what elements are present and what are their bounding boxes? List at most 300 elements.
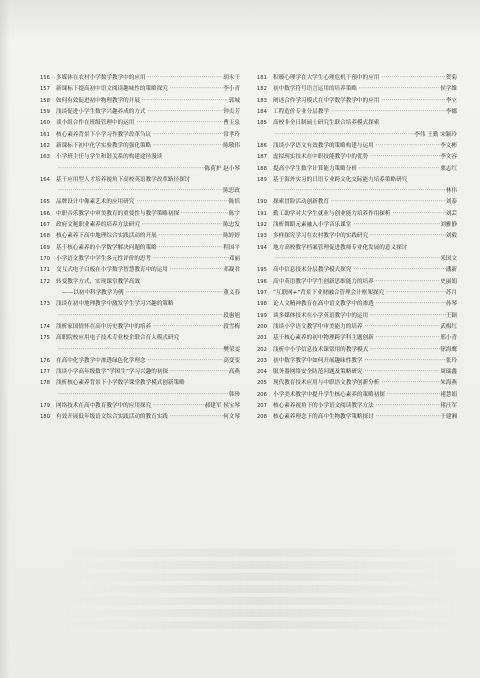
entry-author: 侯学維 [440, 86, 457, 93]
entry-number: 206 [257, 391, 267, 398]
toc-entry [257, 356, 457, 367]
entry-number: 166 [40, 210, 50, 217]
toc-entry [257, 118, 457, 129]
entry-number: 182 [257, 86, 267, 93]
entry-number: 205 [257, 380, 267, 387]
entry-title: 浅析舞蹈元素融入小学音乐课堂 [273, 222, 352, 229]
entry-title: 网络技术在高中教育教学中的应用探究 [56, 403, 152, 410]
entry-title-row [56, 265, 240, 276]
entry-title-row [273, 107, 457, 118]
toc-entry [257, 186, 457, 197]
page-fold-shadow [0, 0, 10, 678]
toc-entry [40, 141, 240, 152]
entry-title: 初中数学符号语言运用的培养策略 [273, 86, 357, 93]
entry-author: 苏月 [445, 289, 457, 296]
toc-entry [40, 367, 240, 378]
leader-dots [273, 130, 414, 141]
entry-author: 高燕 [228, 369, 240, 376]
entry-number: 194 [257, 244, 267, 251]
top-shadow [0, 0, 480, 40]
toc-entry [40, 277, 240, 288]
entry-number: 168 [40, 233, 50, 240]
leader-dots [368, 345, 440, 356]
leader-dots [151, 141, 223, 152]
leader-dots [357, 164, 440, 175]
entry-title: 基于应用型人才培养视角下高校英语教学改革路径探讨 [56, 176, 191, 183]
entry-title-row [56, 209, 240, 220]
leader-dots [151, 322, 223, 333]
entry-number: 156 [40, 75, 50, 81]
entry-author: 邓丽 [228, 256, 240, 262]
entry-title: 高校非全日制硕士研究生联合培养模式探索 [273, 120, 380, 127]
toc-entry [40, 209, 240, 220]
entry-title: 核心素养视角下的小学语文阅读教学方法 [273, 403, 374, 410]
entry-number: 177 [40, 369, 50, 376]
entry-title: 核心素养背景下小学习作教学改革刍议 [56, 131, 152, 138]
entry-title-row [273, 243, 457, 254]
entry-number: 169 [40, 244, 50, 251]
entry-title-row [273, 164, 457, 175]
entry-author: 孙琴 [445, 301, 457, 308]
toc-entry [257, 96, 457, 107]
leader-dots [390, 209, 445, 220]
entry-title-row [56, 311, 240, 322]
entry-title: 多媒体在农村小学数学教学中的应用 [56, 75, 146, 81]
entry-title-row [56, 333, 240, 344]
toc-entry [40, 186, 240, 197]
entry-title: “互联网+”背景下业财融合管理会计框架探究 [273, 289, 385, 296]
toc-entry [40, 401, 240, 412]
entry-title-row [273, 277, 457, 288]
entry-title: 浅析中小学信息技术课常用的教学模式 [273, 346, 369, 353]
entry-number: 198 [257, 301, 267, 308]
entry-number: 178 [40, 380, 50, 387]
entry-title: 积极心理学在大学生心理危机干预中的应用 [273, 75, 380, 81]
entry-number: 190 [257, 199, 267, 206]
entry-title: 政府文秘职业素养的培养方法研究 [56, 222, 140, 229]
entry-author: 刘毅 [445, 233, 457, 240]
toc-entry [257, 243, 457, 254]
entry-title-row [273, 412, 457, 423]
toc-entry [40, 243, 240, 254]
leader-dots [329, 197, 446, 208]
leader-dots [179, 209, 229, 220]
leader-dots [56, 186, 223, 197]
toc-entry [40, 152, 240, 163]
leader-dots [374, 412, 441, 423]
entry-number: 165 [40, 199, 50, 206]
entry-title: 服务器网络安全防范问题及策略研究 [273, 369, 363, 376]
leader-dots [379, 96, 446, 107]
entry-author: 王颖 [445, 312, 457, 319]
entry-number: 183 [257, 97, 267, 104]
entry-author: 米国文 [440, 256, 457, 262]
entry-title-row [56, 130, 240, 141]
leader-dots [124, 288, 224, 299]
entry-author: 常孝玲 [223, 131, 240, 138]
entry-number: 173 [40, 301, 50, 308]
entry-author: 陈婷婷 [223, 233, 240, 240]
entry-title-row [56, 288, 240, 299]
entry-number: 196 [257, 278, 267, 285]
leader-dots [374, 333, 441, 344]
entry-author: 李文彬 [440, 142, 457, 149]
entry-title-row [273, 299, 457, 310]
toc-entry [257, 254, 457, 265]
entry-number: 199 [257, 312, 267, 319]
toc-entry [40, 164, 240, 175]
toc-entry [257, 220, 457, 231]
entry-author: 郭城 [228, 97, 240, 104]
toc-entry [40, 231, 240, 242]
entry-title: 新课标下提高初中语文阅读趣味性的策略探究 [56, 86, 168, 93]
entry-title: 核心素养理念下的高中生物教学策略探讨 [273, 414, 374, 421]
entry-title: 新课标下初中化学实验教学的强化策略 [56, 142, 152, 149]
entry-title-row [273, 333, 457, 344]
entry-title-row [56, 84, 240, 95]
leader-dots [368, 231, 446, 242]
entry-author: 樊荣雯 [223, 346, 240, 353]
entry-title: 有效开展低年级语文综合实践活动的教育实践 [56, 414, 168, 421]
entry-author: 张玲 [445, 357, 457, 364]
toc-entry [40, 197, 240, 208]
entry-title-row [273, 231, 457, 242]
entry-author: 刘雅静 [440, 222, 457, 229]
leader-dots [146, 73, 224, 84]
entry-title-row [273, 96, 457, 107]
leader-dots [368, 152, 440, 163]
leader-dots [168, 84, 223, 95]
entry-number: 180 [40, 414, 50, 421]
entry-author: 林伟 [445, 188, 457, 195]
entry-number: 204 [257, 369, 267, 376]
toc-right-column [257, 73, 457, 424]
leader-dots [363, 356, 446, 367]
entry-number: 193 [257, 233, 267, 240]
entry-number: 187 [257, 154, 267, 161]
entry-number: 179 [40, 403, 50, 410]
toc-entry [40, 130, 240, 141]
entry-title: 浅析家国情怀在高中历史教学中的培养 [56, 323, 152, 330]
toc-entry [257, 130, 457, 141]
entry-number: 175 [40, 335, 50, 342]
leader-dots [363, 322, 441, 333]
entry-title: 浅析核心素养背景下小学数学课堂教学模式创新策略 [56, 380, 185, 387]
entry-title-row [56, 96, 240, 107]
entry-title: 提高小学生数学计算能力策略分析 [273, 165, 357, 172]
entry-author: 韩珍 [228, 391, 240, 398]
entry-title: 谈多媒体技术在小学英语教学中的运用 [273, 312, 369, 319]
entry-title-row [56, 164, 240, 175]
toc-entry [40, 390, 240, 401]
leader-dots [384, 288, 446, 299]
entry-number: 176 [40, 357, 50, 364]
entry-title: 浅谈小学高年级数学“学困生”学习兴趣的初探 [56, 369, 169, 376]
leader-dots [273, 254, 440, 265]
leader-dots [368, 311, 446, 322]
entry-number: 202 [257, 346, 267, 353]
entry-title-row [273, 141, 457, 152]
entry-author: 程国平 [223, 244, 240, 251]
leader-dots [134, 118, 223, 129]
leader-dots [157, 231, 224, 242]
entry-author: 刘泰 [445, 199, 457, 206]
entry-title-row [273, 356, 457, 367]
entry-title: 交互式电子白板在小学数学智慧教育中的运用 [56, 267, 168, 274]
entry-author: 陈思政 [223, 188, 240, 195]
entry-title-row [273, 73, 457, 84]
toc-entry [40, 265, 240, 276]
entry-title-row [56, 390, 240, 401]
entry-number: 174 [40, 323, 50, 330]
entry-title-row [273, 197, 457, 208]
entry-title-row [273, 254, 457, 265]
leader-dots [374, 299, 446, 310]
entry-author: 段惠旭 [223, 312, 240, 319]
entry-number: 167 [40, 222, 50, 229]
leader-dots [168, 367, 229, 378]
leader-dots [379, 73, 446, 84]
toc-entry [40, 107, 240, 118]
toc-entry [257, 84, 457, 95]
leader-dots [157, 243, 224, 254]
entry-author: 董义春 [223, 289, 240, 296]
entry-author: 李伟 王勤 宋颖玲 [414, 131, 457, 138]
leader-dots [374, 141, 441, 152]
entry-author: 邓凝君 [223, 267, 240, 274]
entry-title-row [56, 220, 240, 231]
entry-number: 201 [257, 335, 267, 342]
entry-number: 189 [257, 176, 267, 183]
entry-title: 核心素养下高中地理综合实践活动的开展 [56, 233, 157, 240]
entry-title-row [56, 175, 240, 186]
toc-entry [40, 175, 240, 186]
leader-dots [363, 367, 441, 378]
entry-author: 李娜 [445, 108, 457, 115]
toc-entry [257, 367, 457, 378]
leader-dots [168, 265, 223, 276]
toc-entry [257, 209, 457, 220]
entry-title-row [56, 107, 240, 118]
entry-number: 158 [40, 97, 50, 104]
entry-author: 陈荷护 赵小琴 [204, 165, 240, 172]
entry-title-row [56, 412, 240, 423]
entry-number: 164 [40, 176, 50, 183]
entry-number: 157 [40, 86, 50, 93]
toc-entry [40, 288, 240, 299]
leader-dots [56, 345, 223, 356]
toc-entry [257, 401, 457, 412]
toc-entry [257, 152, 457, 163]
entry-title: 转变教学方式，实现课堂教学高效 [56, 278, 140, 285]
entry-title-row [56, 231, 240, 242]
entry-title-row [273, 118, 457, 129]
entry-title: 阐述合作学习模式在中学数学教学中的应用 [273, 97, 380, 104]
entry-author: 李小青 [223, 86, 240, 93]
toc-entry [40, 220, 240, 231]
entry-number: 181 [257, 75, 267, 81]
entry-author: 徐海鹰 [440, 346, 457, 353]
entry-title-row [56, 277, 240, 288]
entry-title: 初中数学教学中如何开展趣味性教学 [273, 357, 363, 364]
entry-title-row [273, 378, 457, 389]
entry-title-row [273, 130, 457, 141]
entry-title-row [56, 356, 240, 367]
toc-entry [257, 265, 457, 276]
toc-entry [257, 333, 457, 344]
entry-number: 184 [257, 108, 267, 115]
entry-author: 栗志红 [440, 165, 457, 172]
entry-author: 贺菊 [445, 75, 457, 81]
toc-entry [40, 378, 240, 389]
entry-author: 于建湘 [440, 414, 457, 421]
entry-number: 161 [40, 131, 50, 138]
entry-title-row [56, 322, 240, 333]
entry-number: 170 [40, 256, 50, 262]
entry-title-row [56, 367, 240, 378]
entry-title-row [273, 311, 457, 322]
entry-title-row [56, 401, 240, 412]
entry-title-row [273, 265, 457, 276]
entry-title-row [273, 186, 457, 197]
toc-entry [257, 412, 457, 423]
toc-entry [257, 345, 457, 356]
entry-author: 褚慧娟 [440, 391, 457, 398]
entry-title: 基于核心素养的小学数学解决问题的策略 [56, 244, 157, 251]
leader-dots [273, 186, 446, 197]
toc-entry [257, 73, 457, 84]
entry-number: 159 [40, 108, 50, 115]
entry-number: 185 [257, 120, 267, 127]
entry-number: 203 [257, 357, 267, 364]
leader-dots [357, 84, 440, 95]
leader-dots [374, 277, 441, 288]
entry-title: 中职音乐教学中审美教育的重要性与教学策略初探 [56, 210, 180, 217]
leader-dots [134, 197, 228, 208]
entry-title: 基于核心素养的初中物理跨学科主题创新 [273, 335, 374, 342]
entry-author: 朱海燕 [440, 380, 457, 387]
entry-author: 钟贞芳 [223, 108, 240, 115]
toc-entry [257, 378, 457, 389]
toc-entry [257, 107, 457, 118]
leader-dots [168, 412, 223, 423]
entry-title: 基于海外实习的日语专业跨文化交际能力培养策略研究 [273, 176, 408, 183]
toc-entry [40, 356, 240, 367]
entry-author: 周瑞鑫 [440, 369, 457, 376]
entry-author: 陈恬 [228, 199, 240, 206]
entry-title-row [56, 345, 240, 356]
entry-title: 浅谈促进小学生数学兴趣养成的方式 [56, 108, 146, 115]
entry-number: 172 [40, 278, 50, 285]
entry-title: 高职院校应用电子技术专业校企联合育人模式研究 [56, 335, 180, 342]
leader-dots [351, 265, 445, 276]
leader-dots [151, 130, 223, 141]
entry-number: 207 [257, 403, 267, 410]
leader-dots [374, 401, 441, 412]
toc-entry [257, 311, 457, 322]
entry-title-row [273, 152, 457, 163]
entry-title-row [56, 141, 240, 152]
entry-title-row [273, 322, 457, 333]
toc-entry [40, 84, 240, 95]
entry-number: 162 [40, 142, 50, 149]
toc-entry [40, 96, 240, 107]
leader-dots [146, 356, 224, 367]
leader-dots [56, 390, 229, 401]
entry-title-row [56, 243, 240, 254]
entry-author: 胡永千 [223, 75, 240, 81]
entry-title-row [273, 175, 457, 186]
entry-number: 186 [257, 142, 267, 149]
entry-title: 在高中化学教学中渗透绿色化学理念 [56, 357, 146, 364]
entry-title: 浅谈小学语文有效教学的策略构建与运用 [273, 142, 374, 149]
toc-entry [40, 412, 240, 423]
entry-author: 何文琴 [223, 414, 240, 421]
toc-entry [40, 73, 240, 84]
entry-author: 刘芸 [445, 210, 457, 217]
leader-dots [56, 311, 223, 322]
toc-entry [257, 197, 457, 208]
entry-number: 163 [40, 154, 50, 161]
entry-title-row [273, 345, 457, 356]
entry-author: 武梅红 [440, 323, 457, 330]
toc-entry [40, 322, 240, 333]
entry-author: 邢小青 [440, 335, 457, 342]
leader-dots [140, 220, 223, 231]
toc-entry [40, 254, 240, 265]
entry-title-row [56, 152, 240, 163]
entry-author: 曹玉泉 [223, 120, 240, 127]
entry-title: 小学美术教学中提升学生核心素养的策略初探 [273, 391, 385, 398]
entry-author: 褚汪军 [440, 403, 457, 410]
entry-title-row [56, 197, 240, 208]
entry-author: 段雪梅 [223, 323, 240, 330]
entry-number: 192 [257, 222, 267, 229]
toc-entry [40, 345, 240, 356]
entry-title: 虚拟现实技术在中职技能教学中的优势 [273, 154, 369, 161]
entry-title-row [273, 401, 457, 412]
entry-title: 工程造价专业分层教学 [273, 108, 329, 115]
entry-title: 浅谈小学语文教学中审美能力的培养 [273, 323, 363, 330]
leader-dots [146, 107, 224, 118]
entry-author: 潘新 [445, 267, 457, 274]
entry-title-row [56, 299, 240, 310]
toc-entry [40, 118, 240, 129]
entry-author: 陈敬伟 [223, 142, 240, 149]
entry-author: 郝建军 侯宝琴 [204, 403, 240, 410]
entry-author: 李立 [445, 97, 457, 104]
leader-dots [329, 107, 446, 118]
entry-author: 史丽娟 [440, 278, 457, 285]
entry-title-row [273, 209, 457, 220]
entry-title-row [56, 118, 240, 129]
entry-title-row [273, 220, 457, 231]
toc-entry [257, 288, 457, 299]
toc-entry [257, 390, 457, 401]
entry-title: 谈小组合作在班级管理中的运用 [56, 120, 135, 127]
toc-entry [257, 141, 457, 152]
toc-entry [257, 164, 457, 175]
entry-number: 188 [257, 165, 267, 172]
entry-number: 171 [40, 267, 50, 274]
entry-title: 高中英语教学中学生创新思维能力的培养 [273, 278, 374, 285]
entry-author: 高变变 [223, 357, 240, 364]
entry-title-row [56, 254, 240, 265]
toc-entry [257, 231, 457, 242]
entry-title-row [56, 378, 240, 389]
entry-title-row [56, 186, 240, 197]
entry-number: 160 [40, 120, 50, 127]
